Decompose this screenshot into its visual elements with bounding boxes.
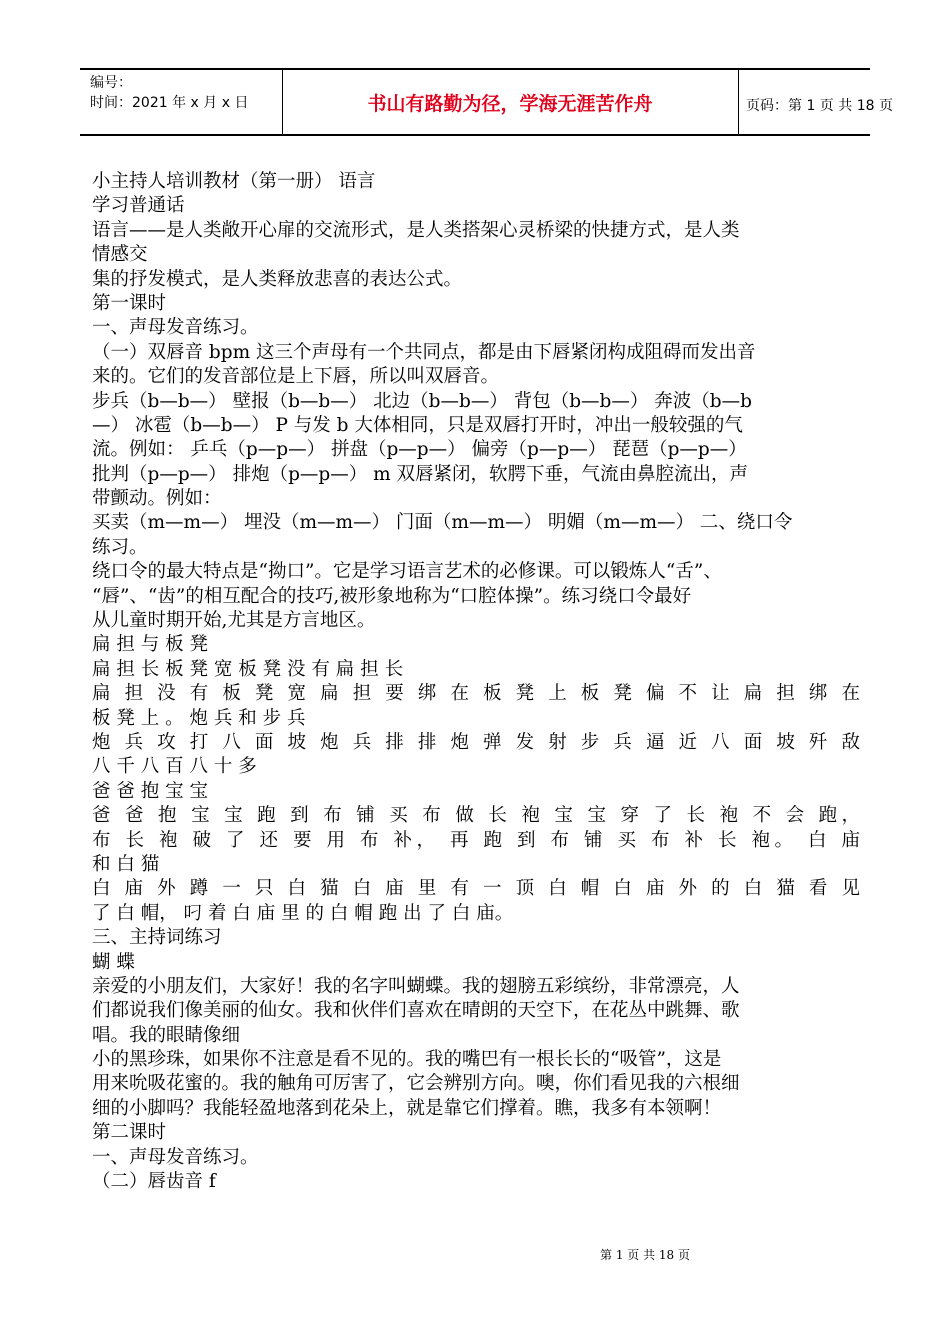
text-line: 从儿童时期开始,尤其是方言地区。 [92, 610, 376, 632]
header-motto-cell [282, 70, 739, 134]
text-line: （一）双唇音 bpm 这三个声母有一个共同点，都是由下唇紧闭构成阻碍而发出音 [92, 341, 756, 363]
text-line: 第二课时 [92, 1122, 167, 1144]
text-line: 练习。 [92, 536, 148, 558]
page-header [80, 68, 893, 136]
text-line: 一、声母发音练习。 [92, 1146, 259, 1168]
text-line: 唱。我的眼睛像细 [92, 1024, 241, 1046]
text-line: 蝴 蝶 [92, 951, 135, 973]
text-line: 情感交 [92, 244, 148, 266]
text-line: 三、主持词练习 [92, 927, 222, 949]
header-page-cell [738, 70, 893, 134]
text-line: 买卖（m—m—） 埋没（m—m—） 门面（m—m—） 明媚（m—m—） 二、绕口令 [92, 512, 793, 534]
text-line: 第一课时 [92, 292, 167, 314]
text-line: 和 白 猫 [92, 853, 160, 875]
text-line: 爸 爸 抱 宝 宝 跑 到 布 铺 买 布 做 长 袍 宝 宝 穿 了 长 袍 不 会 跑， [92, 805, 860, 827]
text-line: 带颤动。例如： [92, 488, 222, 510]
text-line: “唇”、“齿”的相互配合的技巧,被形象地称为“口腔体操”。练习绕口令最好 [92, 585, 692, 607]
text-line: 八 千 八 百 八 十 多 [92, 756, 257, 778]
text-line: 扁 担 与 板 凳 [92, 634, 209, 656]
text-line: 学习普通话 [92, 195, 185, 217]
text-line: 集的抒发模式，是人类释放悲喜的表达公式。 [92, 268, 463, 290]
text-line: 布 长 袍 破 了 还 要 用 布 补， 再 跑 到 布 铺 买 布 补 长 袍。 白 庙 [92, 829, 860, 851]
text-line: 扁 担 没 有 板 凳 宽 扁 担 要 绑 在 板 凳 上 板 凳 偏 不 让 扁 担 绑 在 [92, 683, 860, 705]
text-line: 语言——是人类敞开心扉的交流形式，是人类搭架心灵桥梁的快捷方式，是人类 [92, 219, 740, 241]
text-line: 细的小脚吗？我能轻盈地落到花朵上，就是靠它们撑着。瞧，我多有本领啊！ [92, 1097, 722, 1119]
document-body [92, 170, 860, 1194]
text-line: 小的黑珍珠，如果你不注意是看不见的。我的嘴巴有一根长长的“吸管”，这是 [92, 1049, 722, 1071]
text-line: 亲爱的小朋友们，大家好！我的名字叫蝴蝶。我的翅膀五彩缤纷，非常漂亮，人 [92, 975, 740, 997]
page-footer: 第 1 页 共 18 页 [600, 1248, 690, 1262]
text-line: 们都说我们像美丽的仙女。我和伙伴们喜欢在晴朗的天空下，在花丛中跳舞、歌 [92, 1000, 740, 1022]
header-info-cell [80, 70, 283, 134]
text-line: 白 庙 外 蹲 一 只 白 猫 白 庙 里 有 一 顶 白 帽 白 庙 外 的 白 猫 看 见 [92, 878, 860, 900]
text-line: 小主持人培训教材（第一册） 语言 [92, 171, 376, 192]
date-label: 时间：2021 年 x 月 x 日 [90, 95, 249, 111]
text-line: 来的。它们的发音部位是上下唇，所以叫双唇音。 [92, 366, 500, 388]
text-line: 一、声母发音练习。 [92, 317, 259, 339]
motto-text: 书山有路勤为径，学海无涯苦作舟 [367, 92, 653, 115]
text-line: 炮 兵 攻 打 八 面 坡 炮 兵 排 排 炮 弹 发 射 步 兵 逼 近 八 面 坡 歼 敌 [92, 731, 860, 753]
text-line: 了 白 帽， 叼 着 白 庙 里 的 白 帽 跑 出 了 白 庙。 [92, 902, 514, 924]
text-line: 板 凳 上 。 炮 兵 和 步 兵 [92, 707, 306, 729]
number-label: 编号： [90, 75, 132, 91]
text-line: 爸 爸 抱 宝 宝 [92, 780, 209, 802]
text-line: 批判（p—p—） 排炮（p—p—） m 双唇紧闭，软腭下垂，气流由鼻腔流出，声 [92, 463, 749, 485]
text-line: 步兵（b—b—） 壁报（b—b—） 北边（b—b—） 背包（b—b—） 奔波（b—b [92, 390, 752, 412]
text-line: 用来吮吸花蜜的。我的触角可厉害了，它会辨别方向。噢，你们看见我的六根细 [92, 1073, 740, 1095]
text-line: 扁 担 长 板 凳 宽 板 凳 没 有 扁 担 长 [92, 658, 404, 680]
text-line: 绕口令的最大特点是“拗口”。它是学习语言艺术的必修课。可以锻炼人“舌”、 [92, 561, 722, 583]
page-code: 页码：第 1 页 共 18 页 [746, 98, 893, 114]
text-line: —） 冰雹（b—b—） P 与发 b 大体相同，只是双唇打开时，冲出一般较强的气 [92, 414, 743, 436]
text-line: 流。例如： 乒乓（p—p—） 拼盘（p—p—） 偏旁（p—p—） 琵琶（p—p—） [92, 439, 747, 461]
text-line: （二）唇齿音 f [92, 1171, 216, 1193]
